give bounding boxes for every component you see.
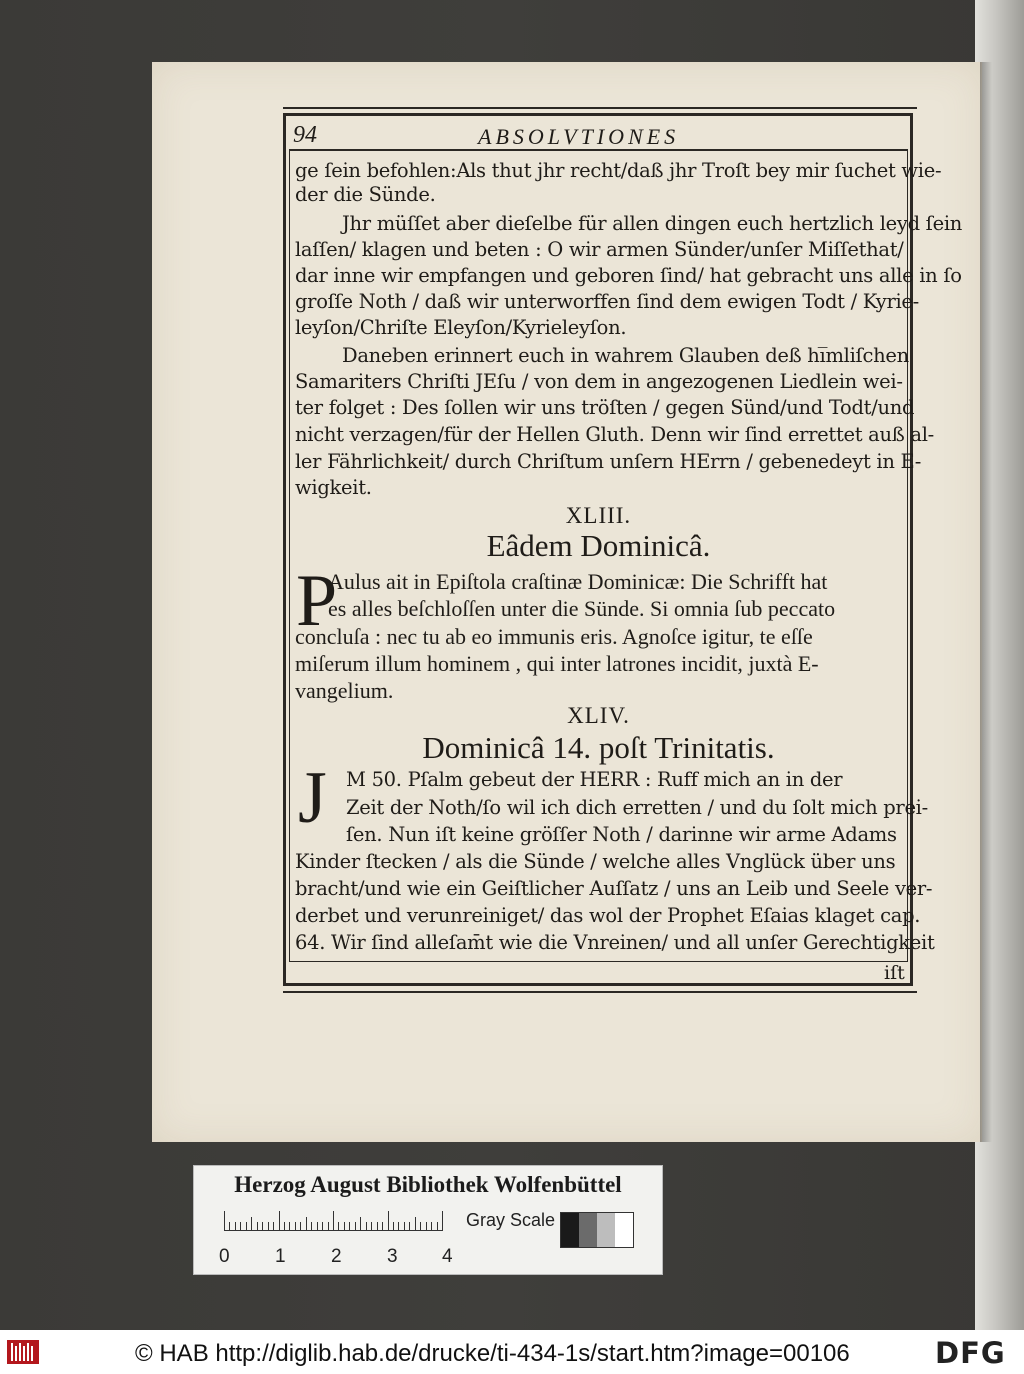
- gray-patch: [561, 1213, 579, 1247]
- ruler-tick: [322, 1222, 323, 1231]
- ruler-tick: [295, 1222, 296, 1231]
- ruler-tick: [257, 1222, 258, 1231]
- ruler-tick: [279, 1211, 280, 1231]
- ruler-tick: [268, 1222, 269, 1231]
- ruler-tick: [415, 1217, 416, 1231]
- ruler-tick: [409, 1222, 410, 1231]
- permalink-text[interactable]: © HAB http://diglib.hab.de/drucke/ti-434-1s/start.htm?image=00106: [135, 1340, 850, 1367]
- body-line: dar inne wir empfangen und geboren ſind/ hat gebracht uns alle in ſo: [295, 264, 962, 287]
- body-line: laſſen/ klagen und beten : O wir armen Sünder/unſer Miſſethat/: [295, 238, 904, 261]
- ruler-number: 0: [219, 1246, 230, 1267]
- body-line: es alles beſchloſſen unter die Sünde. Si omnia ſub peccato: [328, 596, 836, 621]
- ruler-tick: [437, 1222, 438, 1231]
- body-line: ter folget : Des ſollen wir uns tröſten / gegen Sünd/und Todt/und: [295, 396, 915, 419]
- ruler-tick: [398, 1222, 399, 1231]
- body-line: miſerum illum hominem , qui inter latrones incidit, juxtà E-: [295, 651, 819, 676]
- body-line: Kinder ſtecken / als die Sünde / welche alles Vnglück über uns: [295, 850, 896, 873]
- gray-scale-patches: [560, 1212, 634, 1248]
- ruler-tick: [366, 1222, 367, 1231]
- ruler-tick: [349, 1222, 350, 1231]
- body-line: 64. Wir ſind alleſam̄t wie die Vnreinen/ und all unſer Gerechtigkeit: [295, 931, 935, 954]
- body-line: ge ſein befohlen:Als thut jhr recht/daß jhr Troſt bey mir ſuchet wie-: [295, 159, 942, 182]
- ruler-tick: [333, 1211, 334, 1231]
- ruler-tick: [393, 1222, 394, 1231]
- body-line: concluſa : nec tu ab eo immunis eris. Agnoſce igitur, te eſſe: [295, 624, 813, 649]
- ruler-tick: [311, 1222, 312, 1231]
- ruler-tick: [420, 1222, 421, 1231]
- page-shadow: [980, 62, 992, 1142]
- gray-patch: [597, 1213, 615, 1247]
- ruler-tick: [251, 1217, 252, 1231]
- body-line: der die Sünde.: [295, 183, 436, 206]
- ruler-tick: [224, 1211, 225, 1231]
- gray-patch: [579, 1213, 597, 1247]
- body-line: Jhr müſſet aber dieſelbe für allen dingen euch hertzlich leyd ſein: [342, 212, 963, 235]
- ruler-tick: [371, 1222, 372, 1231]
- ruler-tick: [431, 1222, 432, 1231]
- body-line: leyſon/Chriſte Eleyſon/Kyrieleyſon.: [295, 316, 627, 339]
- bottom-double-rule: [283, 991, 917, 993]
- running-head: ABSOLVTIONES: [478, 124, 680, 149]
- ruler-tick: [328, 1222, 329, 1231]
- body-line: Daneben erinnert euch in wahrem Glauben deß hi̅mliſchen: [342, 344, 909, 367]
- catchword: iſt: [884, 962, 905, 984]
- ruler-number: 1: [275, 1246, 286, 1267]
- gray-patch: [615, 1213, 633, 1247]
- color-scale-card: [193, 1165, 663, 1275]
- body-line: vangelium.: [295, 678, 394, 703]
- body-line: Samariters Chriſti JEſu / von dem in angezogenen Liedlein wei-: [295, 370, 903, 393]
- section-number: XLIII.: [565, 503, 632, 528]
- ruler-tick: [300, 1222, 301, 1231]
- ruler-tick: [426, 1222, 427, 1231]
- top-double-rule: [283, 107, 917, 109]
- ruler-tick: [338, 1222, 339, 1231]
- ruler-tick: [273, 1222, 274, 1231]
- body-line: Aulus ait in Epiſtola craſtinæ Dominicæ: Die Schrifft hat: [328, 569, 828, 594]
- ruler-tick: [246, 1222, 247, 1231]
- ruler-tick: [360, 1217, 361, 1231]
- ruler-number: 3: [387, 1246, 398, 1267]
- ruler-number: 4: [442, 1246, 453, 1267]
- body-line: ler Fährlichkeit/ durch Chriſtum unſern HErrn / gebenedeyt in E-: [295, 450, 922, 473]
- section-number: XLIV.: [567, 703, 630, 728]
- ruler-tick: [229, 1222, 230, 1231]
- body-line: derbet und verunreiniget/ das wol der Prophet Eſaias klaget cap.: [295, 904, 921, 927]
- ruler-tick: [355, 1222, 356, 1231]
- library-name: Herzog August Bibliothek Wolfenbüttel: [234, 1172, 622, 1197]
- ruler-tick: [442, 1211, 443, 1231]
- drop-cap: P: [296, 560, 338, 642]
- ruler-tick: [344, 1222, 345, 1231]
- page-number: 94: [293, 122, 317, 148]
- body-line: Zeit der Noth/ſo wil ich dich erretten / und du ſolt mich prei-: [346, 796, 928, 819]
- drop-cap: J: [298, 757, 327, 839]
- dfg-logo[interactable]: DFG: [935, 1336, 1006, 1370]
- ruler-tick: [306, 1217, 307, 1231]
- body-line: nicht verzagen/für der Hellen Gluth. Denn wir ſind errettet auß al-: [295, 423, 934, 446]
- ruler-tick: [284, 1222, 285, 1231]
- ruler-number: 2: [331, 1246, 342, 1267]
- footer-bar: [0, 1330, 1024, 1374]
- body-line: groſſe Noth / daß wir unterworffen ſind dem ewigen Todt / Kyrie-: [295, 290, 919, 313]
- ruler-tick: [240, 1222, 241, 1231]
- section-title: Dominicâ 14. poſt Trinitatis.: [422, 730, 775, 765]
- ruler-tick: [289, 1222, 290, 1231]
- ruler-tick: [317, 1222, 318, 1231]
- ruler-tick: [377, 1222, 378, 1231]
- ruler-tick: [404, 1222, 405, 1231]
- hab-logo-icon[interactable]: [6, 1338, 40, 1366]
- body-line: bracht/und wie ein Geiſtlicher Auſſatz / uns an Leib und Seele ver-: [295, 877, 933, 900]
- ruler-tick: [235, 1222, 236, 1231]
- body-line: M 50. Pſalm gebeut der HERR : Ruff mich an in der: [346, 768, 843, 791]
- ruler-scale: [224, 1211, 442, 1231]
- gray-scale-label: Gray Scale: [466, 1210, 556, 1230]
- section-title: Eâdem Dominicâ.: [486, 528, 711, 563]
- body-line: wigkeit.: [295, 476, 372, 499]
- ruler-tick: [262, 1222, 263, 1231]
- ruler-tick: [388, 1211, 389, 1231]
- ruler-tick: [382, 1222, 383, 1231]
- body-line: ſen. Nun iſt keine gröſſer Noth / darinne wir arme Adams: [346, 823, 897, 846]
